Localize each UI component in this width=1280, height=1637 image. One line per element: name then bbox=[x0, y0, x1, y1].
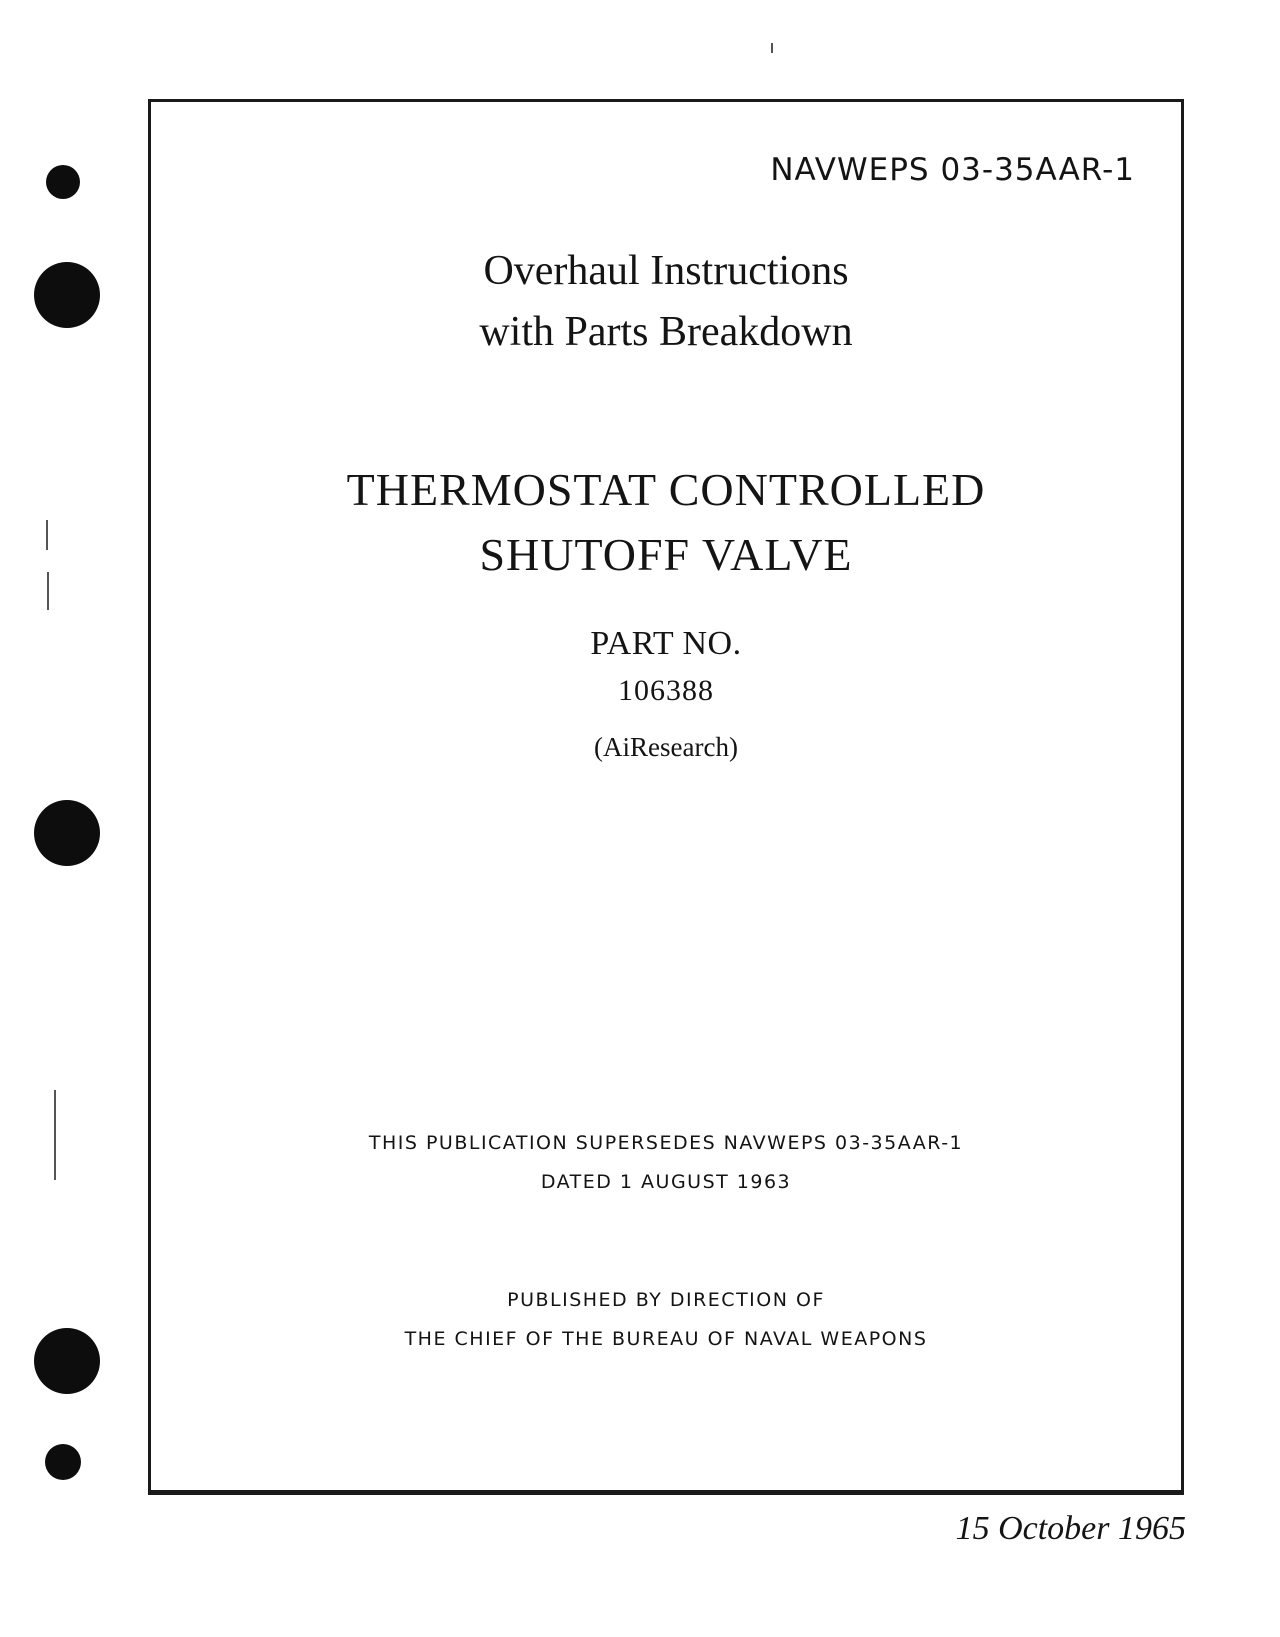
scan-mark-left-1 bbox=[46, 520, 48, 550]
binder-hole-3 bbox=[34, 800, 100, 866]
subtitle-line-2: with Parts Breakdown bbox=[479, 309, 853, 355]
binder-hole-4 bbox=[34, 1328, 100, 1394]
binder-hole-2 bbox=[34, 262, 100, 328]
part-number-label: PART NO. bbox=[590, 625, 742, 662]
manufacturer-name: (AiResearch) bbox=[594, 732, 738, 762]
document-number: NAVWEPS 03-35AAR-1 bbox=[770, 152, 1135, 188]
publication-date: 15 October 1965 bbox=[955, 1510, 1186, 1547]
part-number-value: 106388 bbox=[618, 674, 714, 707]
publisher-line-2: THE CHIEF OF THE BUREAU OF NAVAL WEAPONS bbox=[404, 1328, 928, 1350]
page-frame bbox=[148, 99, 1184, 1495]
publisher-line-1: PUBLISHED BY DIRECTION OF bbox=[507, 1289, 825, 1311]
title-line-1: THERMOSTAT CONTROLLED bbox=[346, 464, 986, 515]
supersedes-notice-line-2: DATED 1 AUGUST 1963 bbox=[540, 1171, 792, 1193]
subtitle-line-1: Overhaul Instructions bbox=[483, 248, 849, 294]
title-line-2: SHUTOFF VALVE bbox=[479, 529, 853, 580]
binder-hole-5 bbox=[45, 1444, 81, 1480]
scan-mark-left-2 bbox=[47, 572, 49, 610]
scan-mark-left-3 bbox=[54, 1090, 56, 1180]
binder-hole-1 bbox=[46, 165, 80, 199]
scan-mark-top bbox=[771, 43, 773, 53]
supersedes-notice-line-1: THIS PUBLICATION SUPERSEDES NAVWEPS 03-35AAR-1 bbox=[368, 1132, 964, 1154]
